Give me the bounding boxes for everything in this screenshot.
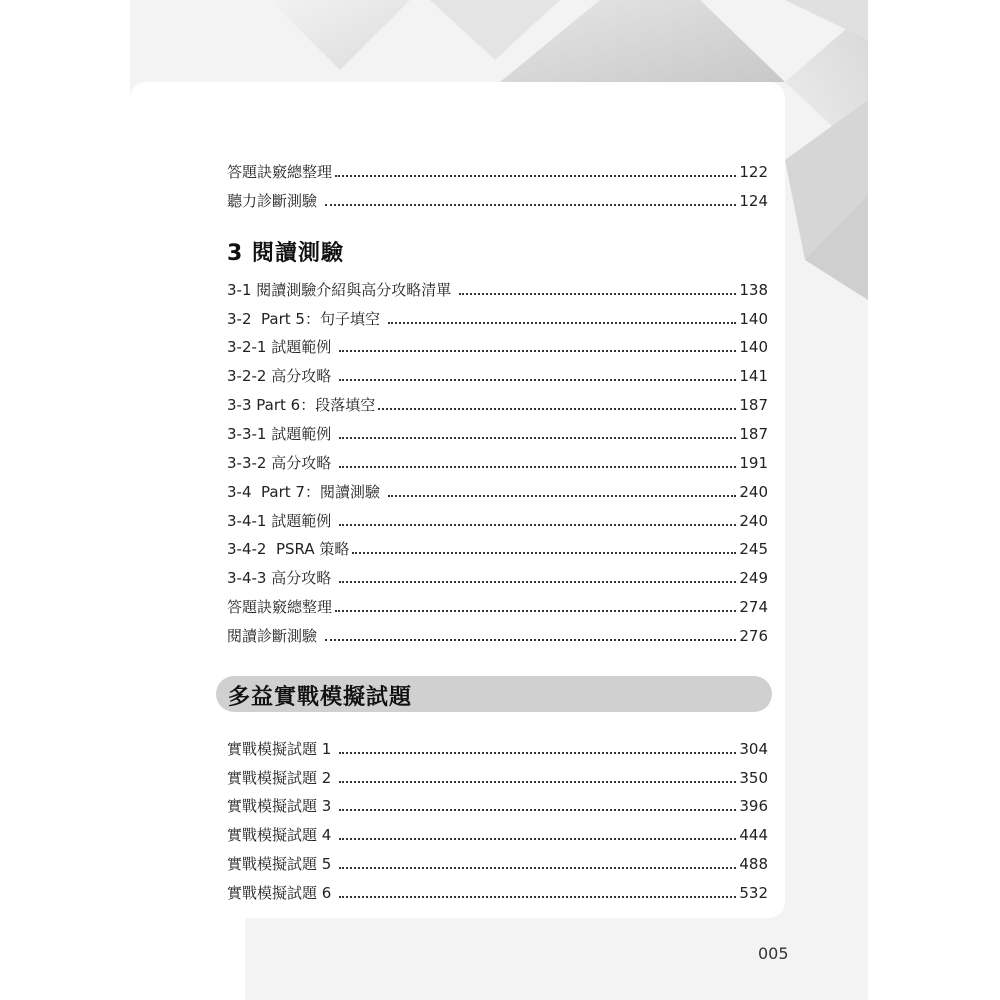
- toc-entry-label: 3-2-1 試題範例: [227, 338, 336, 356]
- page-number: 005: [758, 944, 789, 963]
- toc-entry-label: 3-4-3 高分攻略: [227, 569, 336, 587]
- toc-entry[interactable]: [227, 333, 768, 357]
- toc-entry[interactable]: [227, 735, 768, 759]
- toc-entry[interactable]: [227, 622, 768, 646]
- dot-leader: [325, 639, 737, 641]
- toc-entry-label: 3-1 閱讀測驗介紹與高分攻略清單: [227, 281, 457, 299]
- section-banner: [216, 676, 772, 712]
- dot-leader: [335, 610, 736, 612]
- dot-leader: [339, 781, 736, 783]
- toc-entry-page: 240: [739, 483, 768, 501]
- toc-entry[interactable]: [227, 420, 768, 444]
- toc-entry[interactable]: [227, 449, 768, 473]
- toc-entry-page: 488: [739, 855, 768, 873]
- toc-entry-page: 532: [739, 884, 768, 902]
- toc-entry-page: 122: [739, 163, 768, 181]
- toc-entry[interactable]: [227, 391, 768, 415]
- toc-entry-label: 3-3-1 試題範例: [227, 425, 336, 443]
- toc-entry-page: 274: [739, 598, 768, 616]
- toc-entry-label: 實戰模擬試題 4: [227, 826, 337, 844]
- dot-leader: [339, 466, 736, 468]
- toc-entry-page: 245: [739, 540, 768, 558]
- dot-leader: [339, 524, 736, 526]
- dot-leader: [339, 379, 736, 381]
- dot-leader: [459, 293, 736, 295]
- dot-leader: [339, 896, 736, 898]
- toc-entry[interactable]: [227, 821, 768, 845]
- dot-leader: [339, 867, 736, 869]
- toc-entry[interactable]: [227, 792, 768, 816]
- section-banner-title: 多益實戰模擬試題: [228, 685, 413, 710]
- dot-leader: [339, 350, 736, 352]
- toc-entry[interactable]: [227, 879, 768, 903]
- toc-entry-page: 187: [739, 425, 768, 443]
- toc-entry[interactable]: [227, 478, 768, 502]
- dot-leader: [352, 552, 736, 554]
- dot-leader: [339, 581, 736, 583]
- toc-entry-page: 141: [739, 367, 768, 385]
- toc-entry-page: 444: [739, 826, 768, 844]
- toc-entry-label: 實戰模擬試題 2: [227, 769, 337, 787]
- toc-entry[interactable]: [227, 535, 768, 559]
- toc-entry-page: 140: [739, 310, 768, 328]
- toc-entry-label: 答題訣竅總整理: [227, 598, 333, 616]
- toc-entry-label: 實戰模擬試題 6: [227, 884, 337, 902]
- toc-entry-label: 3-2-2 高分攻略: [227, 367, 336, 385]
- toc-entry-page: 187: [739, 396, 768, 414]
- toc-entry-page: 304: [739, 740, 768, 758]
- section-heading: 3 閱讀測驗: [227, 241, 344, 266]
- toc-entry[interactable]: [227, 850, 768, 874]
- toc-entry-label: 實戰模擬試題 3: [227, 797, 337, 815]
- toc-entry-page: 249: [739, 569, 768, 587]
- dot-leader: [339, 752, 736, 754]
- dot-leader: [388, 495, 737, 497]
- toc-entry-label: 3-4 Part 7：閱讀測驗: [227, 483, 385, 501]
- toc-entry[interactable]: [227, 187, 768, 211]
- dot-leader: [339, 838, 736, 840]
- toc-entry[interactable]: [227, 564, 768, 588]
- dot-leader: [325, 204, 737, 206]
- toc-entry[interactable]: [227, 276, 768, 300]
- dot-leader: [378, 408, 736, 410]
- dot-leader: [339, 809, 736, 811]
- toc-entry-page: 276: [739, 627, 768, 645]
- toc-entry[interactable]: [227, 507, 768, 531]
- toc-entry-label: 3-2 Part 5：句子填空: [227, 310, 385, 328]
- toc-entry[interactable]: [227, 362, 768, 386]
- toc-entry-page: 191: [739, 454, 768, 472]
- toc-entry-label: 3-3-2 高分攻略: [227, 454, 336, 472]
- toc-entry-label: 答題訣竅總整理: [227, 163, 333, 181]
- toc-entry-page: 138: [739, 281, 768, 299]
- dot-leader: [335, 175, 736, 177]
- toc-entry-label: 3-3 Part 6：段落填空: [227, 396, 376, 414]
- toc-entry[interactable]: [227, 158, 768, 182]
- toc-entry-label: 3-4-2 PSRA 策略: [227, 540, 350, 558]
- toc-entry[interactable]: [227, 764, 768, 788]
- toc-entry-label: 聽力診斷測驗: [227, 192, 322, 210]
- toc-entry[interactable]: [227, 593, 768, 617]
- toc-entry-page: 124: [739, 192, 768, 210]
- toc-entry-label: 3-4-1 試題範例: [227, 512, 336, 530]
- toc-entry[interactable]: [227, 305, 768, 329]
- toc-entry-label: 實戰模擬試題 5: [227, 855, 337, 873]
- toc-entry-label: 實戰模擬試題 1: [227, 740, 337, 758]
- toc-entry-page: 396: [739, 797, 768, 815]
- toc-entry-page: 140: [739, 338, 768, 356]
- toc-entry-label: 閱讀診斷測驗: [227, 627, 322, 645]
- toc-entry-page: 350: [739, 769, 768, 787]
- dot-leader: [339, 437, 736, 439]
- dot-leader: [388, 322, 737, 324]
- toc-entry-page: 240: [739, 512, 768, 530]
